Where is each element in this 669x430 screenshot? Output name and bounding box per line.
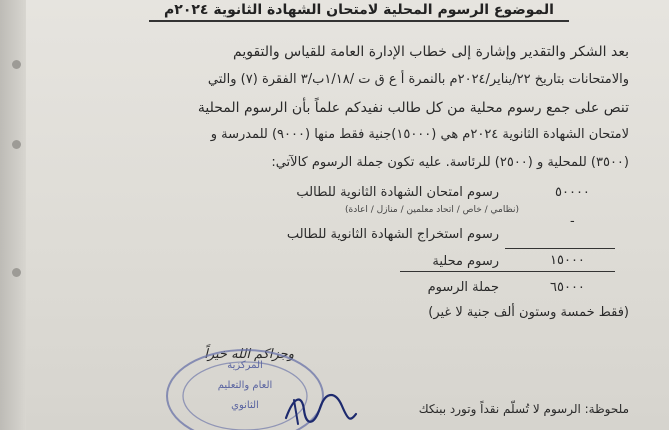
fee-amount-certificate: - [570,214,575,229]
fee-amount-exam: ٥٠٠٠٠ [555,185,590,200]
fee-sublabel-exam: (نظامي / خاص / اتحاد معلمين / منازل / اعادة) [344,205,519,215]
fees-divider [505,248,615,249]
punch-hole [12,60,21,69]
fee-label-exam: رسوم امتحان الشهادة الثانوية للطالب [296,185,499,200]
document-subject: الموضوع الرسوم المحلية لامتحان الشهادة الثانوية ٢٠٢٤م [149,2,569,22]
total-divider [400,271,615,272]
fee-label-certificate: رسوم استخراج الشهادة الثانوية للطالب [286,227,499,242]
fee-amount-total: ٦٥٠٠٠ [550,280,585,295]
fee-amount-local: ١٥٠٠٠ [550,253,585,268]
stamp-text-line: العام والتعليم [217,380,273,391]
punch-hole [12,268,21,277]
amount-in-words: (فقط خمسة وستون ألف جنية لا غير) [428,305,629,320]
punch-hole [12,140,21,149]
body-line-4: لامتحان الشهادة الثانوية ٢٠٢٤م هي (١٥٠٠٠)جنية فقط منها (٩٠٠٠) للمدرسة و [210,127,629,142]
body-line-5: (٣٥٠٠) للمحلية و (٢٥٠٠) للرئاسة. عليه تكون جملة الرسوم كالآتي: [271,155,629,170]
closing-phrase: وجزاكم الله خيراً [204,347,294,362]
body-line-2: والامتحانات بتاريخ ٢٢/يناير/٢٠٢٤م بالنمرة أ ع ق ت /١/١٨ب/٣ الفقرة (٧) والتي [207,72,629,87]
body-line-1: بعد الشكر والتقدير وإشارة إلى خطاب الإدارة العامة للقياس والتقويم [233,44,629,60]
fee-label-local: رسوم محلية [432,254,499,269]
handwritten-signature [280,388,360,430]
payment-note: ملحوظة: الرسوم لا تُسلّم نقداً وتورد ببنكك [418,402,629,416]
stamp-text-line: الثانوي [231,400,259,411]
body-line-3: تنص على جمع رسوم محلية من كل طالب نفيدكم علماً بأن الرسوم المحلية [197,100,629,116]
stamp-text-line: المركزية [227,360,263,371]
fee-label-total: جملة الرسوم [427,280,499,295]
